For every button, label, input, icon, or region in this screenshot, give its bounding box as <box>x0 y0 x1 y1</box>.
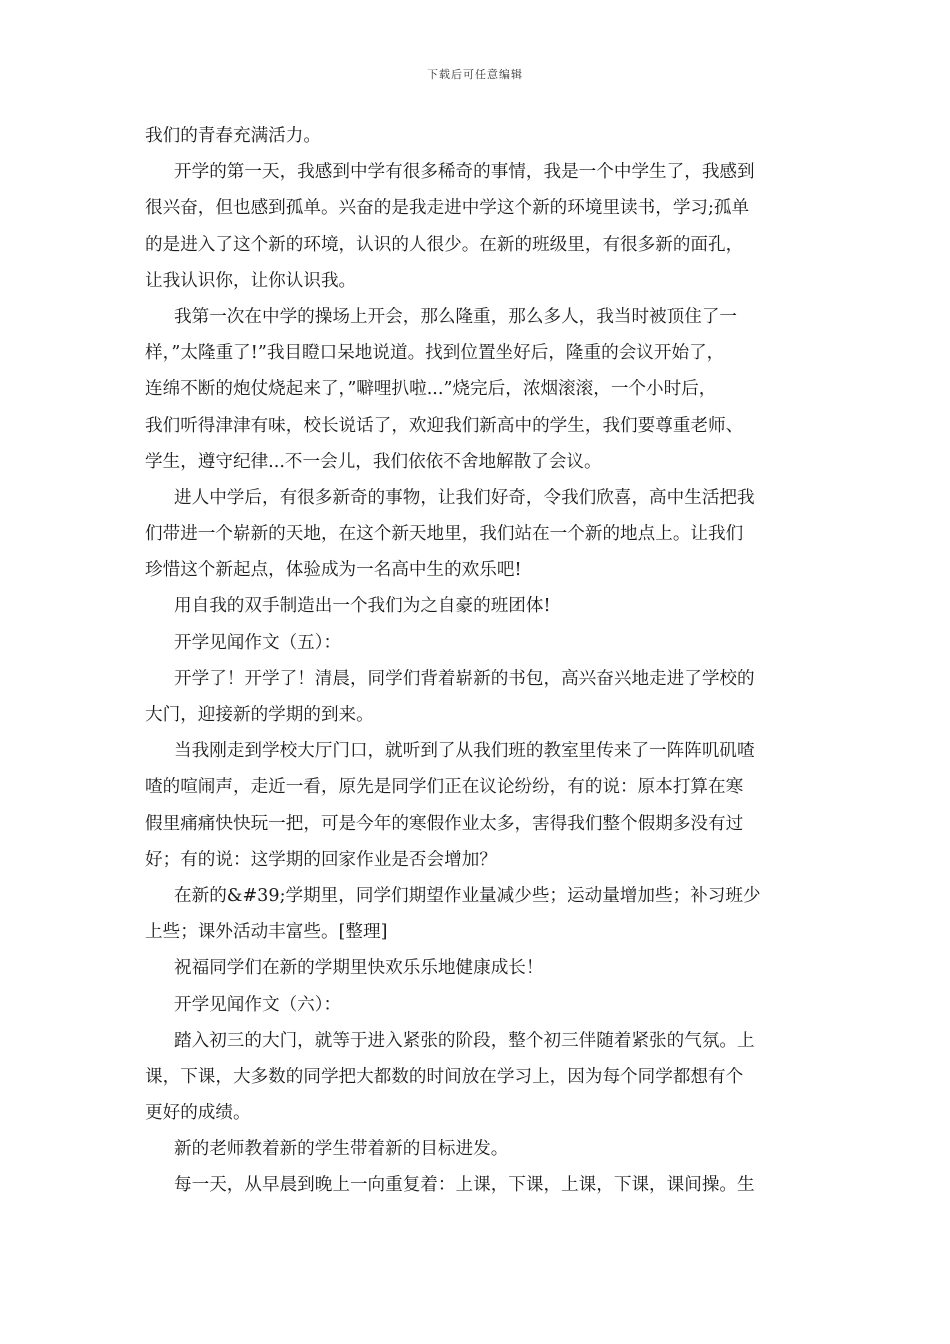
text-line: 喳的喧闹声，走近一看，原先是同学们正在议论纷纷，有的说：原本打算在寒 <box>145 777 744 798</box>
text-line: 进人中学后，有很多新奇的事物，让我们好奇，令我们欣喜，高中生活把我 <box>174 487 755 508</box>
text-line: 我们的青春充满活力。 <box>145 126 321 146</box>
text-line: 课，下课，大多数的同学把大都数的时间放在学习上，因为每个同学都想有个 <box>145 1066 744 1087</box>
text-line: 踏入初三的大门，就等于进入紧张的阶段，整个初三伴随着紧张的气氛。上 <box>174 1030 755 1051</box>
text-line: 当我刚走到学校大厅门口，就听到了从我们班的教室里传来了一阵阵叽矶喳 <box>174 741 755 762</box>
text-line: 祝福同学们在新的学期里快欢乐乐地健康成长！ <box>174 958 544 979</box>
text-line: 开学了！开学了！清晨，同学们背着崭新的书包，高兴奋兴地走进了学校的 <box>174 668 755 689</box>
text-line: 在新的&#39;学期里，同学们期望作业量减少些；运动量增加些；补习班少 <box>174 885 761 906</box>
text-line: 很兴奋，但也感到孤单。兴奋的是我走进中学这个新的环境里读书，学习;孤单 <box>145 198 750 219</box>
text-line: 大门，迎接新的学期的到来。 <box>145 705 374 725</box>
text-line: 上些；课外活动丰富些。[整理] <box>145 922 388 943</box>
text-line: 珍惜这个新起点，体验成为一名高中生的欢乐吧! <box>145 560 522 581</box>
section-heading: 开学见闻作文（五）： <box>174 632 342 653</box>
text-line: 我们听得津津有味，校长说话了，欢迎我们新高中的学生，我们要尊重老师、 <box>145 415 744 436</box>
text-line: 开学的第一天，我感到中学有很多稀奇的事情，我是一个中学生了，我感到 <box>174 162 755 183</box>
text-line: 的是进入了这个新的环境，认识的人很少。在新的班级里，有很多新的面孔， <box>145 234 744 255</box>
text-line: 好；有的说：这学期的回家作业是否会增加？ <box>145 849 497 870</box>
text-line: 让我认识你，让你认识我。 <box>145 270 357 291</box>
text-line: 连绵不断的炮仗烧起来了，”噼哩扒啦...”烧完后，浓烟滚滚，一个小时后， <box>145 379 717 400</box>
document-body <box>145 118 810 1204</box>
text-line: 每一天，从早晨到晚上一向重复着：上课，下课，上课，下课，课间操。生 <box>174 1175 755 1196</box>
section-heading: 开学见闻作文（六）： <box>174 994 342 1015</box>
text-line: 学生，遵守纪律...不一会儿，我们依依不舍地解散了会议。 <box>145 451 602 472</box>
page-header: 下载后可任意编辑 <box>427 68 523 81</box>
text-line: 们带进一个崭新的天地，在这个新天地里，我们站在一个新的地点上。让我们 <box>145 524 744 545</box>
text-line: 我第一次在中学的操场上开会，那么隆重，那么多人，我当时被顶住了一 <box>174 306 738 327</box>
text-line: 新的老师教着新的学生带着新的目标进发。 <box>174 1139 509 1160</box>
text-line: 假里痛痛快快玩一把，可是今年的寒假作业太多，害得我们整个假期多没有过 <box>145 813 744 834</box>
text-line: 更好的成绩。 <box>145 1103 251 1124</box>
text-line: 样，”太隆重了!”我目瞪口呆地说道。找到位置坐好后，隆重的会议开始了， <box>145 343 725 364</box>
text-line: 用自我的双手制造出一个我们为之自豪的班团体! <box>174 596 551 617</box>
